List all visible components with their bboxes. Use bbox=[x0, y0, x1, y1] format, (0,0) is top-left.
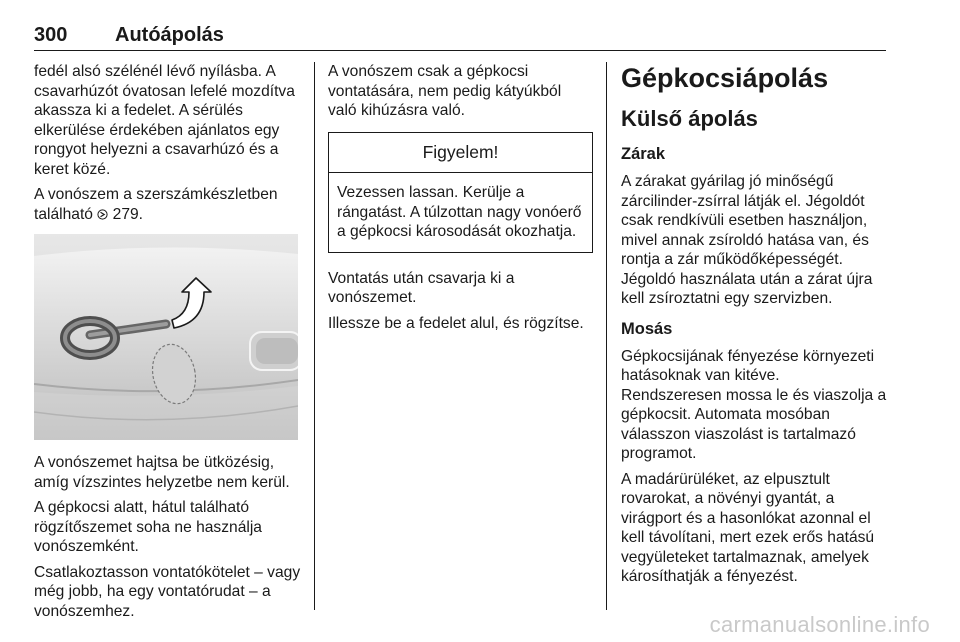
paragraph-screw-in: A vonószemet hajtsa be ütközésig, amíg vízszintes helyzetbe nem kerül. bbox=[34, 454, 290, 491]
heading-locks: Zárak bbox=[621, 145, 666, 163]
page-reference-number[interactable]: 279. bbox=[112, 205, 143, 223]
page-reference-arrow-icon bbox=[97, 206, 108, 223]
watermark: carmanualsonline.info bbox=[709, 612, 930, 637]
paragraph-screwdriver: fedél alsó szélénél lévő nyílásba. A csavarhúzót óvatosan lefelé mozdítva akassza ki a fedelet. A sérülés elkerülése érdekében ajánlatos egy rongyot helyezni a csavarhúzó és a keret közé. bbox=[34, 63, 295, 178]
paragraph-unscrew: Vontatás után csavarja ki a vonószemet. bbox=[328, 269, 515, 306]
heading-washing: Mosás bbox=[621, 319, 673, 338]
page-number: 300 bbox=[34, 24, 68, 46]
paragraph-wash-environment: Gépkocsijának fényezése környezeti hatásoknak van kitéve. bbox=[621, 347, 875, 384]
subsection-title-exterior: Külső ápolás bbox=[621, 106, 758, 131]
warning-text: Vezessen lassan. Kerülje a rángatást. A túlzottan nagy vonóerő a gépkocsi károsodását okozhatja. bbox=[337, 184, 582, 240]
paragraph-locks: A zárakat gyárilag jó minőségű zárcilinder-zsírral látják el. Jégoldót csak rendkívüli esetben használjon, mivel annak zsíroldó hatása van, és rontja a zár működőképességét. Jégoldó használata után a zárat újra kell zsíroztatni egy szervizben. bbox=[621, 173, 873, 307]
paragraph-attach-rope: Csatlakoztasson vontatókötelet – vagy még jobb, ha egy vontatórudat – a vonószemhez. bbox=[34, 563, 301, 620]
paragraph-towing-purpose: A vonószem csak a gépkocsi vontatására, nem pedig kátyúkból való kihúzásra való. bbox=[328, 63, 562, 119]
toolkit-text: A vonószem a szerszámkészletben található bbox=[34, 186, 278, 223]
page-header bbox=[34, 22, 886, 51]
paragraph-toolkit-location bbox=[34, 185, 302, 224]
paragraph-bird-droppings: A madárürüléket, az elpusztult rovarokat, a növényi gyantát, a virágport és a hasonlókat azonnal el kell távolítani, mert ezek erős hatású vegyületeket tartalmaznak, amelyek károsíthatják a fényezést. bbox=[621, 470, 875, 585]
paragraph-insert-cover: Illessze be a fedelet alul, és rögzítse. bbox=[328, 314, 584, 332]
paragraph-wash-regularly: Rendszeresen mossa le és viaszolja a gépkocsit. Automata mosóban válasszon viaszolást is tartalmazó programot. bbox=[621, 386, 887, 462]
column-divider-1 bbox=[314, 62, 315, 610]
towing-eye-illustration bbox=[34, 234, 298, 440]
chapter-title: Autóápolás bbox=[115, 24, 224, 46]
section-title-car-care: Gépkocsiápolás bbox=[621, 63, 829, 93]
warning-box bbox=[328, 132, 593, 253]
column-2 bbox=[328, 62, 593, 339]
column-3 bbox=[621, 62, 891, 593]
paragraph-rear-eye-warning: A gépkocsi alatt, hátul található rögzítőszemet soha ne használja vonószemként. bbox=[34, 499, 262, 555]
column-divider-2 bbox=[606, 62, 607, 610]
column-1 bbox=[34, 62, 302, 627]
warning-title: Figyelem! bbox=[329, 133, 592, 174]
